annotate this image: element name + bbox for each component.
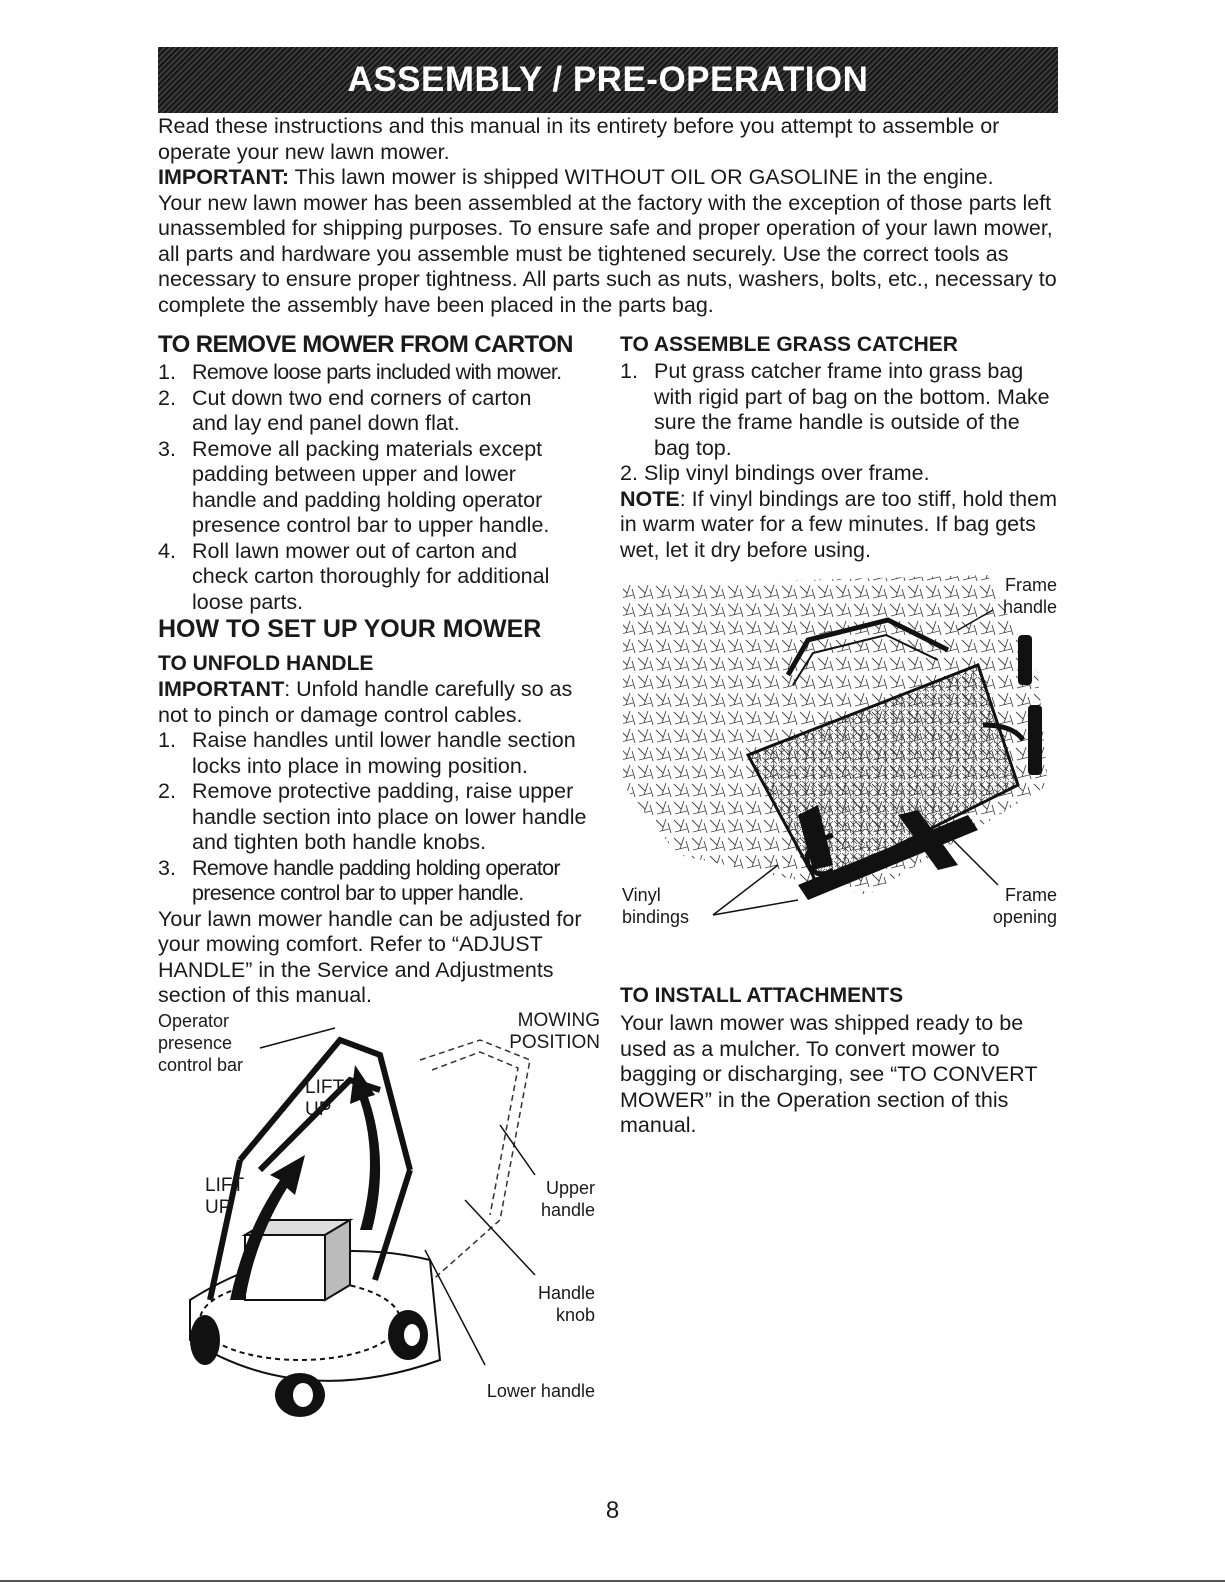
upper-handle-label: Upper handle	[540, 1178, 595, 1220]
list-item	[620, 359, 1060, 461]
frame-handle-label: Frame handle	[1002, 575, 1057, 617]
important-label: IMPORTANT:	[158, 165, 289, 189]
list-item	[158, 437, 598, 539]
mowing-position-label: MOWING POSITION	[509, 1010, 600, 1053]
lift-up-label: LIFT UP	[305, 1077, 344, 1120]
attachments-section	[620, 980, 1060, 1139]
important-text: : Unfold handle carefully so as not to pinch or damage control cables.	[158, 677, 573, 727]
step-text: Remove handle padding holding operator presence control bar to upper handle.	[192, 855, 560, 905]
section-banner	[158, 47, 1058, 113]
list-item	[158, 779, 598, 856]
lower-handle-label: Lower handle	[486, 1381, 595, 1401]
setup-section	[158, 614, 598, 1009]
page-title: ASSEMBLY / PRE-OPERATION	[347, 60, 869, 99]
list-item	[158, 539, 598, 616]
grass-bag-illustration	[618, 565, 1058, 935]
step-text: Raise handles until lower handle section locks into place in mowing position.	[192, 728, 576, 778]
important-note	[158, 165, 1060, 191]
step-number: 1.	[158, 360, 176, 384]
step-text: Roll lawn mower out of carton and check carton thoroughly for additional loose parts.	[192, 538, 550, 614]
note-text: : If vinyl bindings are too stiff, hold them in warm water for a few minutes. If bag gets wet, let it dry before using.	[620, 486, 1057, 562]
step-number: 2.	[158, 385, 176, 410]
step-number: 2.	[620, 461, 638, 485]
step-text: Cut down two end corners of carton and lay end panel down flat.	[192, 385, 532, 435]
list-item	[158, 386, 598, 437]
remove-carton-heading: TO REMOVE MOWER FROM CARTON	[158, 331, 573, 358]
step-text: Remove all packing materials except padding between upper and lower handle and padding holding operator presence control bar to upper handle.	[192, 436, 550, 537]
intro-section	[158, 114, 1060, 318]
step-number: 3.	[158, 436, 176, 461]
step-text: Slip vinyl bindings over frame.	[644, 461, 930, 485]
note-label: NOTE	[620, 486, 680, 511]
handle-knob-label: Handle knob	[537, 1283, 595, 1325]
step-number: 4.	[158, 538, 176, 563]
setup-heading: HOW TO SET UP YOUR MOWER	[158, 615, 542, 643]
vinyl-note	[620, 487, 1060, 564]
attachments-heading: TO INSTALL ATTACHMENTS	[620, 984, 904, 1007]
assembly-paragraph: Your new lawn mower has been assembled at the factory with the exception of those parts left unassembled for shipping purposes. To ensure safe and proper operation of your lawn mower, all parts and hardware you assemble must be tightened securely. Use the correct tools as necessary to ensure proper tightness. All parts such as nuts, washers, bolts, etc., necessary to complete the assembly have been placed in the parts bag.	[158, 190, 1057, 317]
step-number: 2.	[158, 779, 176, 803]
step-number: 1.	[158, 728, 176, 752]
important-label: IMPORTANT	[158, 677, 285, 701]
intro-paragraph: Read these instructions and this manual in its entirety before you attempt to assemble or operate your new lawn mower.	[158, 114, 1000, 164]
step-text: Remove loose parts included with mower.	[192, 360, 562, 384]
step-number: 1.	[620, 359, 638, 383]
important-text: This lawn mower is shipped WITHOUT OIL OR GASOLINE in the engine.	[288, 165, 994, 189]
step-text: Remove protective padding, raise upper handle section into place on lower handle and tighten both handle knobs.	[192, 779, 587, 854]
step-number: 3.	[158, 855, 176, 880]
adjust-handle-paragraph: Your lawn mower handle can be adjusted for your mowing comfort. Refer to “ADJUST HANDLE” in the Service and Adjustments section of this manual.	[158, 906, 582, 1007]
list-item	[158, 728, 598, 779]
step-text: Put grass catcher frame into grass bag with rigid part of bag on the bottom. Make sure the frame handle is outside of the bag top.	[654, 359, 1050, 460]
frame-opening-label: Frame opening	[992, 885, 1057, 927]
grass-catcher-heading: TO ASSEMBLE GRASS CATCHER	[620, 333, 958, 356]
list-item	[158, 856, 598, 907]
vinyl-bindings-label: Vinyl bindings	[622, 885, 690, 927]
setup-important-note	[158, 677, 598, 728]
remove-carton-section	[158, 330, 598, 615]
lift-up-label: LIFT UP	[205, 1175, 244, 1218]
operator-bar-label: Operator presence control bar	[158, 1011, 244, 1075]
page-bottom-rule	[0, 1580, 1225, 1582]
page-number: 8	[605, 1497, 620, 1524]
list-item	[620, 461, 1060, 487]
list-item	[158, 360, 598, 386]
unfold-handle-heading: TO UNFOLD HANDLE	[158, 652, 374, 675]
attachments-text: Your lawn mower was shipped ready to be used as a mulcher. To convert mower to bagging or discharging, see “TO CONVERT MOWER” in the Operation section of this manual.	[620, 1011, 1038, 1137]
grass-catcher-section	[620, 330, 1060, 563]
